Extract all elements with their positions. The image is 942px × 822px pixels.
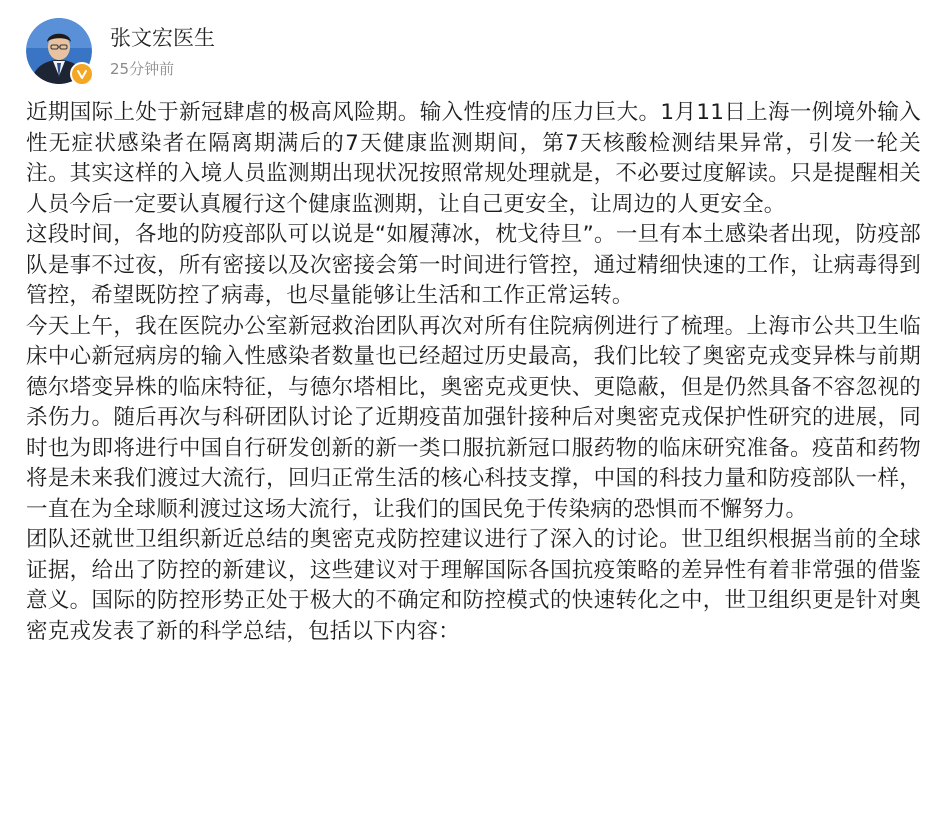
avatar[interactable] bbox=[26, 18, 92, 84]
author-name[interactable]: 张文宏医生 bbox=[110, 26, 215, 50]
post-paragraph: 近期国际上处于新冠肆虐的极高风险期。输入性疫情的压力巨大。1月11日上海一例境外输入性无症状感染者在隔离期满后的7天健康监测期间，第7天核酸检测结果异常，引发一轮关注。其实这样的入境人员监测期出现状况按照常规处理就是，不必要过度解读。只是提醒相关人员今后一定要认真履行这个健康监测期，让自己更安全，让周边的人更安全。 bbox=[26, 100, 921, 217]
post-header bbox=[26, 16, 215, 86]
author-block bbox=[110, 22, 215, 80]
post-paragraph: 今天上午，我在医院办公室新冠救治团队再次对所有住院病例进行了梳理。上海市公共卫生临床中心新冠病房的输入性感染者数量也已经超过历史最高，我们比较了奥密克戎变异株与前期德尔塔变异株的临床特征，与德尔塔相比，奥密克戎更快、更隐蔽，但是仍然具备不容忽视的杀伤力。随后再次与科研团队讨论了近期疫苗加强针接种后对奥密克戎保护性研究的进展，同时也为即将进行中国自行研发创新的新一类口服抗新冠口服药物的临床研究准备。疫苗和药物将是未来我们渡过大流行，回归正常生活的核心科技支撑，中国的科技力量和防疫部队一样，一直在为全球顺利渡过这场大流行，让我们的国民免于传染病的恐惧而不懈努力。 bbox=[26, 313, 921, 522]
verified-badge-icon bbox=[70, 62, 94, 86]
post-timestamp: 25分钟前 bbox=[110, 60, 175, 78]
post-paragraph: 这段时间，各地的防疫部队可以说是“如履薄冰，枕戈待旦”。一旦有本土感染者出现，防疫部队是事不过夜，所有密接以及次密接会第一时间进行管控，通过精细快速的工作，让病毒得到管控，希望既防控了病毒，也尽量能够让生活和工作正常运转。 bbox=[26, 222, 921, 308]
post-body bbox=[26, 98, 921, 647]
post-paragraph: 团队还就世卫组织新近总结的奥密克戎防控建议进行了深入的讨论。世卫组织根据当前的全球证据，给出了防控的新建议，这些建议对于理解国际各国抗疫策略的差异性有着非常强的借鉴意义。国际的防控形势正处于极大的不确定和防控模式的快速转化之中，世卫组织更是针对奥密克戎发表了新的科学总结，包括以下内容： bbox=[26, 527, 921, 644]
